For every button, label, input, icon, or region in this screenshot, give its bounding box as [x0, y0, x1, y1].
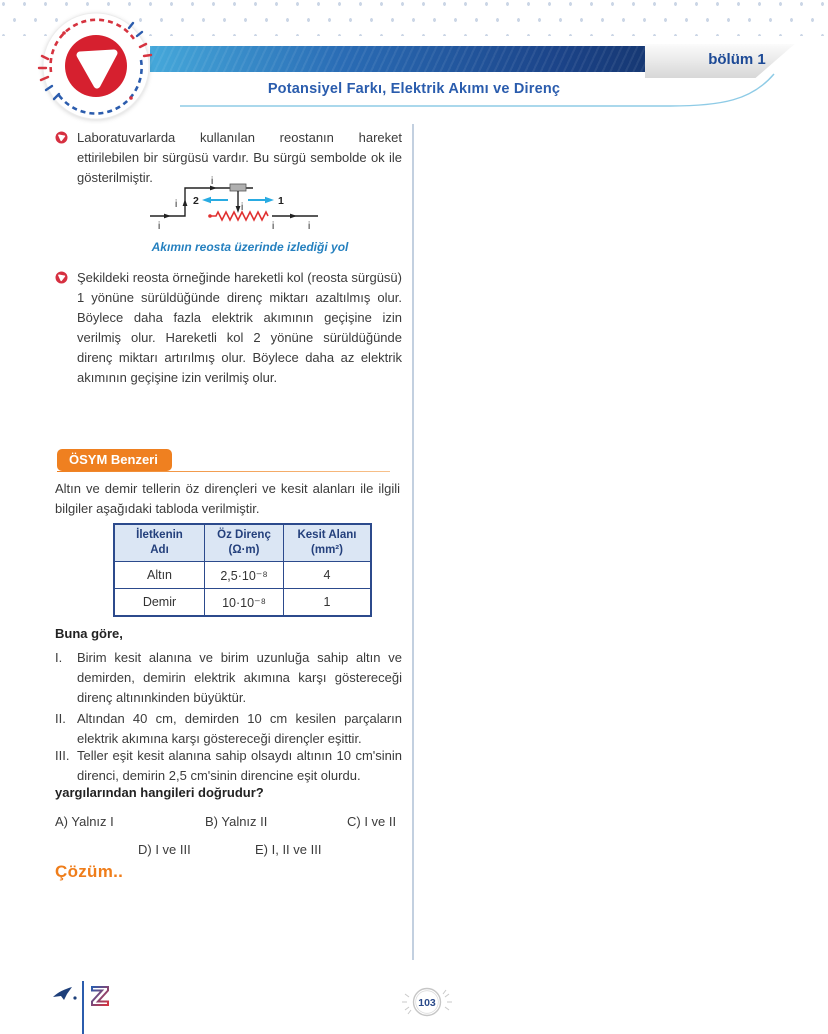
badge-rays-right	[443, 990, 452, 1010]
bullet-text: Laboratuvarlarda kullanılan reostanın hareket ettirilebilen bir sürgüsü vardır. Bu sürgü sembolde ok ile gösterilmiştir.	[77, 130, 402, 185]
example-intro: Altın ve demir tellerin öz dirençleri ve kesit alanları ile ilgili bilgiler aşağıdaki tabloda verilmiştir.	[55, 481, 400, 516]
svg-text:i: i	[175, 199, 178, 210]
option-b: B) Yalnız II	[205, 814, 268, 829]
solution-heading: Çözüm..	[55, 862, 124, 881]
svg-text:i: i	[211, 176, 214, 187]
column-divider	[412, 124, 414, 960]
resistor-zigzag	[210, 212, 268, 220]
rheostat-slider	[230, 184, 246, 191]
option-e: E) I, II ve III	[255, 842, 322, 857]
bullet-text: Şekildeki reosta örneğinde hareketli kol (reosta sürgüsü) 1 yönüne sürüldüğünde direnç miktarı azaltılmış olur. Böylece daha fazla elektrik akımının geçişine izin verilmiş olur. Hareketli kol 2 yönüne sürüldüğünde direnç miktarı artırılmış olur. Böylece daha az elektrik akımının geçişine izin verilmiş olur.	[77, 270, 402, 385]
statement-3: III. Teller eşit kesit alanına sahip olsaydı altının 10 cm'sinin direnci, demirin 2,5 cm'sinin direncine eşit olurdu.	[55, 748, 402, 783]
svg-text:i: i	[272, 221, 275, 232]
red-bullet-icon	[55, 131, 69, 144]
publisher-z-logo	[90, 985, 110, 1007]
col-header-conductor: İletkenin Adı	[114, 524, 205, 562]
svg-text:i: i	[241, 202, 244, 213]
badge-rays-left	[402, 994, 411, 1014]
svg-text:i: i	[308, 221, 311, 232]
resistivity-table	[113, 523, 372, 617]
publisher-bird-icon	[52, 986, 78, 1002]
lead-text: Buna göre,	[55, 626, 123, 641]
publisher-logo	[34, 6, 160, 124]
chapter-label: bölüm 1	[708, 51, 766, 68]
option-a: A) Yalnız I	[55, 814, 114, 829]
svg-text:2: 2	[193, 195, 199, 207]
table-header-row	[114, 524, 371, 562]
table-row: Demir 10·10⁻⁸ 1	[114, 589, 371, 617]
page-number-badge	[395, 984, 459, 1020]
diagram-caption: Akımın reosta üzerinde izlediği yol	[151, 240, 349, 254]
svg-text:i: i	[158, 221, 161, 232]
col-header-resistivity: Öz Direnç (Ω·m)	[205, 524, 284, 562]
statement-2: II. Altından 40 cm, demirden 10 cm kesilen parçaların elektrik akımına karşı göstereceği dirençler eşittir.	[55, 711, 402, 746]
page-title: Potansiyel Farkı, Elektrik Akımı ve Direnç	[267, 81, 561, 97]
option-c: C) I ve II	[347, 814, 397, 829]
option-d: D) I ve III	[138, 842, 191, 857]
svg-text:1: 1	[278, 195, 284, 207]
rheostat-circuit-diagram	[148, 176, 320, 234]
bullet-item-rheostat-operation	[55, 268, 402, 388]
footer-divider-line	[82, 981, 84, 1034]
statement-1: I. Birim kesit alanına ve birim uzunluğa sahip altın ve demirden, demirin elektrik akımına karşı göstereceği direnç altınınkinden büyüktür.	[55, 650, 402, 705]
table-row: Altın 2,5·10⁻⁸ 4	[114, 562, 371, 589]
red-bullet-icon	[55, 271, 69, 284]
question-text: yargılarından hangileri doğrudur?	[55, 785, 264, 800]
col-header-cross-section: Kesit Alanı (mm²)	[284, 524, 372, 562]
badge-underline	[57, 471, 390, 472]
page-number: 103	[418, 997, 436, 1009]
chapter-banner	[150, 46, 698, 72]
osym-benzeri-badge: ÖSYM Benzeri	[57, 449, 172, 471]
